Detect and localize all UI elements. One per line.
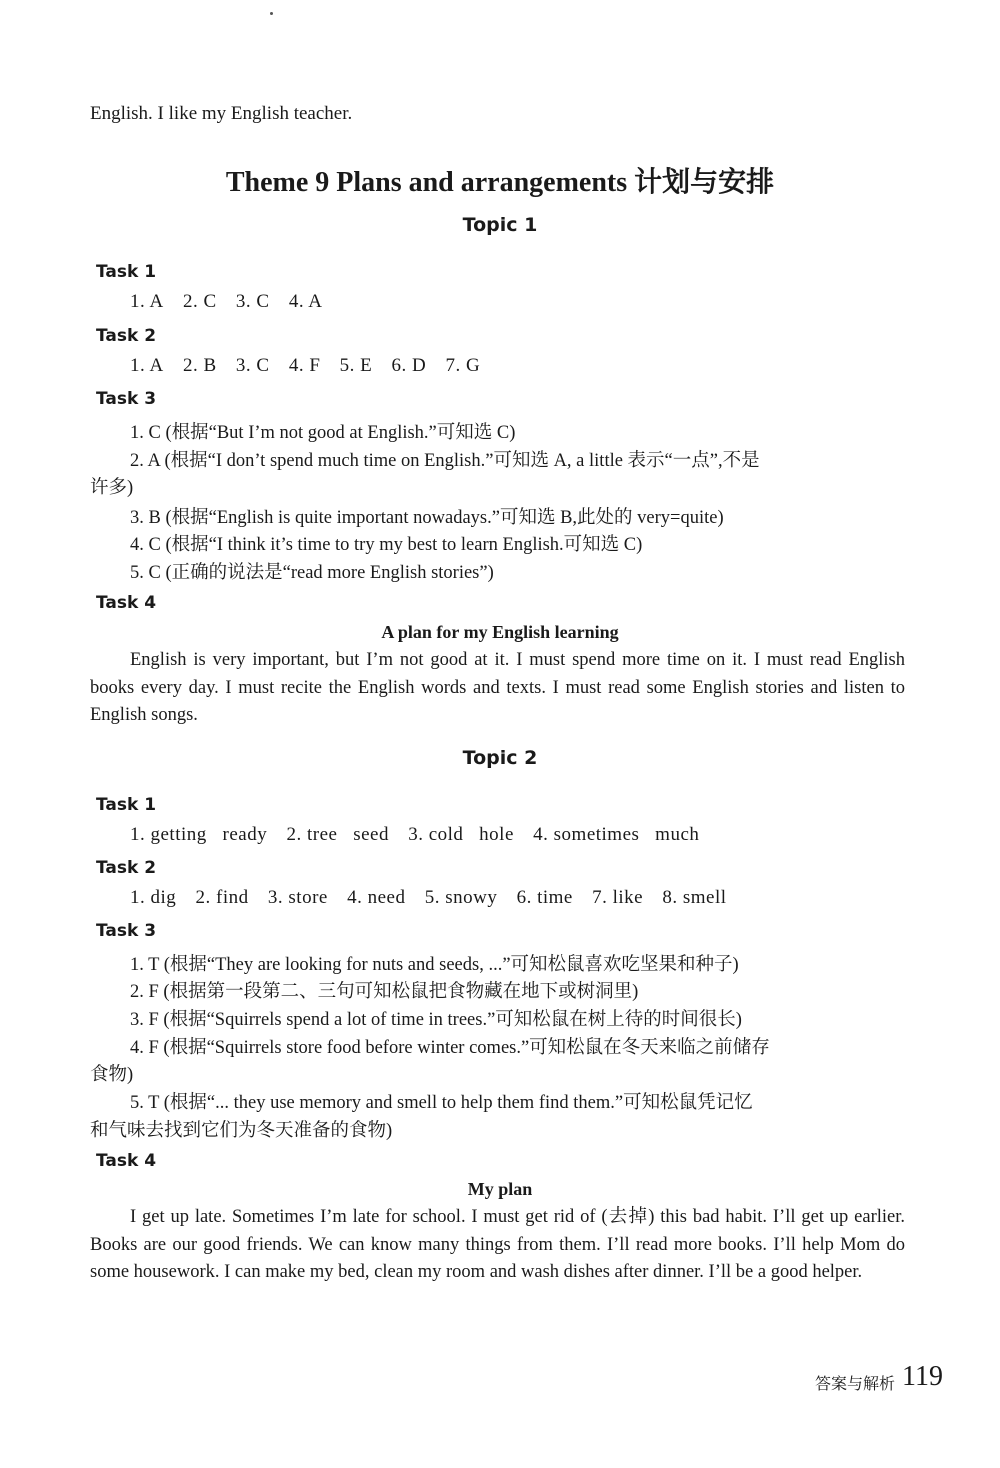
answer-item: 1. dig xyxy=(130,887,177,908)
topic2-task3-line1: 1. T (根据“They are looking for nuts and seeds, ...”可知松鼠喜欢吃坚果和种子) xyxy=(130,955,739,975)
topic2-task1-label: Task 1 xyxy=(96,795,157,815)
topic2-task3-line4: 4. F (根据“Squirrels store food before winter comes.”可知松鼠在冬天来临之前储存 xyxy=(130,1038,770,1058)
answer-item: 6. time xyxy=(516,887,573,908)
answer-item: 5. E xyxy=(339,355,373,376)
answer-item: 1. getting ready xyxy=(130,824,268,845)
topic1-task3-line2-cont: 许多) xyxy=(90,478,134,498)
answer-item: 7. like xyxy=(592,887,644,908)
topic2-task4-label: Task 4 xyxy=(96,1151,157,1171)
answer-item: 4. need xyxy=(347,887,406,908)
theme-title: Theme 9 Plans and arrangements 计划与安排 xyxy=(225,167,775,198)
topic2-task3-line5: 5. T (根据“... they use memory and smell to help them find them.”可知松鼠凭记忆 xyxy=(130,1093,753,1113)
topic2-task3-line2: 2. F (根据第一段第二、三句可知松鼠把食物藏在地下或树洞里) xyxy=(130,982,639,1002)
answer-item: 4. sometimes much xyxy=(533,824,700,845)
topic2-task3-line3: 3. F (根据“Squirrels spend a lot of time in trees.”可知松鼠在树上待的时间很长) xyxy=(130,1010,742,1030)
topic1-task3-line1: 1. C (根据“But I’m not good at English.”可知选 C) xyxy=(130,423,516,443)
topic2-task2-label: Task 2 xyxy=(96,858,157,878)
topic2-task2-answers xyxy=(130,887,741,909)
topic1-title: Topic 1 xyxy=(462,214,538,236)
intro-line: English. I like my English teacher. xyxy=(90,103,353,124)
answer-item: 6. D xyxy=(391,355,427,376)
answer-item: 4. F xyxy=(288,355,321,376)
topic1-task3-label: Task 3 xyxy=(96,389,157,409)
topic1-essay: English is very important, but I’m not good at it. I must spend more time on it. I must read English books every day. I must recite the English words and texts. I must read some English stories and listen to English songs. xyxy=(90,650,905,725)
topic2-task3-label: Task 3 xyxy=(96,921,157,941)
answer-item: 7. G xyxy=(445,355,481,376)
topic1-task3-line5: 5. C (正确的说法是“read more English stories”) xyxy=(130,563,494,583)
answer-item: 2. tree seed xyxy=(286,824,389,845)
topic1-task1-answers xyxy=(130,291,337,313)
answer-item: 2. C xyxy=(182,291,217,312)
topic1-task2-answers xyxy=(130,355,494,377)
answer-item: 1. A xyxy=(130,355,164,376)
answer-item: 8. smell xyxy=(662,887,727,908)
page-number: 119 xyxy=(902,1361,943,1392)
topic1-task3-line3: 3. B (根据“English is quite important nowadays.”可知选 B,此处的 very=quite) xyxy=(130,508,724,528)
topic2-task3-line4-cont: 食物) xyxy=(90,1065,134,1085)
footer-section-label: 答案与解析 xyxy=(815,1374,896,1393)
answer-item: 2. B xyxy=(182,355,217,376)
topic1-task4-label: Task 4 xyxy=(96,593,157,613)
answer-item: 3. cold hole xyxy=(408,824,514,845)
answer-item: 2. find xyxy=(195,887,249,908)
topic1-task3-line2: 2. A (根据“I don’t spend much time on English.”可知选 A, a little 表示“一点”,不是 xyxy=(130,451,760,471)
topic1-task2-label: Task 2 xyxy=(96,326,157,346)
topic2-essay: I get up late. Sometimes I’m late for school. I must get rid of (去掉) this bad habit. I’ll get up earlier. Books are our good friends. We can know many things from them. I’ll read more books. I’ll help Mom do some housework. I can make my bed, clean my room and wash dishes after dinner. I’ll be a good helper. xyxy=(90,1207,905,1282)
answer-item: 1. A xyxy=(130,291,164,312)
scan-dot xyxy=(270,12,273,15)
topic2-essay-title: My plan xyxy=(467,1179,533,1199)
answer-item: 3. C xyxy=(235,355,270,376)
topic2-task3-line5-cont: 和气味去找到它们为冬天准备的食物) xyxy=(90,1121,393,1141)
answer-item: 4. A xyxy=(288,291,323,312)
topic2-title: Topic 2 xyxy=(462,747,538,769)
topic1-essay-title: A plan for my English learning xyxy=(381,622,619,642)
answer-item: 3. C xyxy=(235,291,270,312)
answer-item: 5. snowy xyxy=(424,887,498,908)
topic1-task1-label: Task 1 xyxy=(96,262,157,282)
topic1-task3-line4: 4. C (根据“I think it’s time to try my best to learn English.可知选 C) xyxy=(130,535,643,555)
answer-item: 3. store xyxy=(267,887,328,908)
topic2-task1-answers xyxy=(130,824,713,846)
